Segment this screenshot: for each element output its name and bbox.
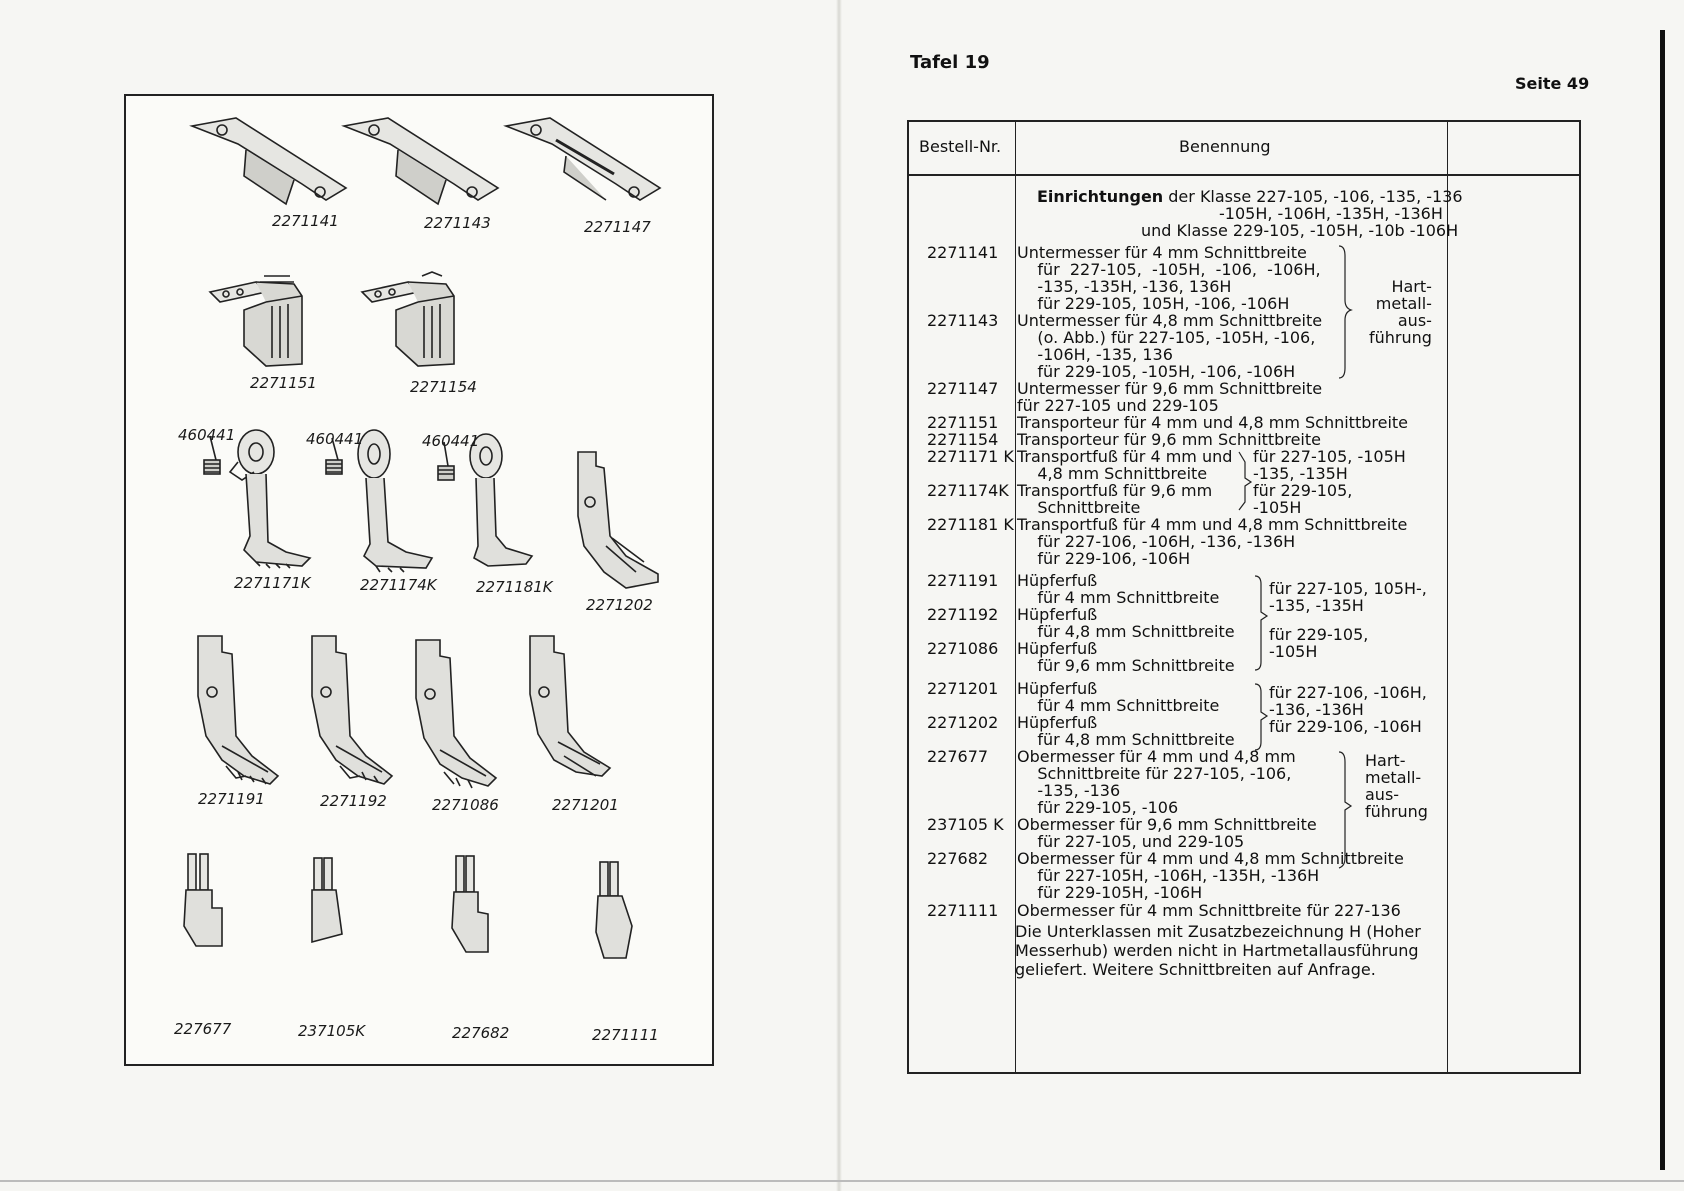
row-nr: 2271141 xyxy=(927,243,999,262)
part-label-460441-b: 460441 xyxy=(306,430,364,448)
intro-line-3: und Klasse 229-105, -105H, -10b -106H xyxy=(1141,221,1459,240)
part-label-2271147: 2271147 xyxy=(584,218,651,236)
presser-foot-2271174K-drawing xyxy=(358,430,432,572)
row-text: Transportfuß für 4 mm und 4,8 mm Schnittbreite für 227-106, -106H, -136, -136H für 229-106, -106H xyxy=(1017,515,1408,568)
presser-foot-2271086-drawing xyxy=(416,640,496,788)
part-label-227682: 227682 xyxy=(452,1024,510,1042)
presser-foot-2271181K-drawing xyxy=(470,434,532,566)
note-transport-a: für 227-105, -105H -135, -135H xyxy=(1253,447,1406,483)
scan-edge xyxy=(0,1180,1684,1182)
table-footnote: Die Unterklassen mit Zusatzbezeichnung H (Hoher Messerhub) werden nicht in Hartmetallausführung geliefert. Weitere Schnittbreiten auf Anfrage. xyxy=(1015,922,1421,979)
part-label-237105K: 237105K xyxy=(298,1022,366,1040)
intro-bold: Einrichtungen xyxy=(1037,187,1164,206)
blade-2271147-drawing xyxy=(506,118,660,200)
row-nr: 2271192 xyxy=(927,605,999,624)
row-nr: 2271111 xyxy=(927,901,999,920)
presser-foot-2271171K-drawing xyxy=(230,430,310,568)
row-nr: 227682 xyxy=(927,849,989,868)
row-nr: 2271154 xyxy=(927,430,999,449)
header-designation: Benennung xyxy=(1179,137,1271,156)
part-label-2271141: 2271141 xyxy=(272,212,339,230)
part-label-460441-a: 460441 xyxy=(178,426,236,444)
row-text: Hüpferfuß für 4,8 mm Schnittbreite xyxy=(1017,605,1235,641)
part-label-2271151: 2271151 xyxy=(250,374,317,392)
row-text: Obermesser für 4 mm Schnittbreite für 227-136 xyxy=(1017,901,1401,920)
row-nr: 2271181 K xyxy=(927,515,1014,534)
feed-dog-2271151-drawing xyxy=(210,276,302,366)
page-number: Seite 49 xyxy=(1515,74,1590,93)
note-hartmetall-2: Hart- metall- aus- führung xyxy=(1365,751,1428,821)
note-transport-b: für 229-105, -105H xyxy=(1253,481,1353,517)
row-text: Hüpferfuß für 4 mm Schnittbreite xyxy=(1017,679,1220,715)
part-label-2271192: 2271192 xyxy=(320,792,387,810)
row-text: Obermesser für 9,6 mm Schnittbreite für 227-105, und 229-105 xyxy=(1017,815,1317,851)
row-nr: 2271191 xyxy=(927,571,999,590)
brace-huepfer-1 xyxy=(1255,576,1267,670)
row-text: Untermesser für 9,6 mm Schnittbreite für 227-105 und 229-105 xyxy=(1017,379,1323,415)
part-label-2271143: 2271143 xyxy=(424,214,491,232)
part-label-460441-c: 460441 xyxy=(422,432,480,450)
part-label-2271086: 2271086 xyxy=(432,796,499,814)
presser-foot-2271201-drawing xyxy=(530,636,610,776)
row-text: Transporteur für 9,6 mm Schnittbreite xyxy=(1017,430,1321,449)
row-text: Untermesser für 4 mm Schnittbreite für 227-105, -105H, -106, -106H, -135, -135H, -136, 136H für 229-105, 105H, -106, -106H xyxy=(1017,243,1321,313)
brace-hartmetall-1 xyxy=(1339,246,1351,378)
row-nr: 2271201 xyxy=(927,679,999,698)
row-nr: 237105 K xyxy=(927,815,1004,834)
part-label-2271154: 2271154 xyxy=(410,378,477,396)
intro-text: der Klasse 227-105, -106, -135, -136 xyxy=(1163,187,1463,206)
part-label-2271171K: 2271171K xyxy=(234,574,311,592)
header-order-number: Bestell-Nr. xyxy=(919,137,1002,156)
row-text: Untermesser für 4,8 mm Schnittbreite (o. Abb.) für 227-105, -105H, -106, -106H, -135, 136 für 229-105, -105H, -106, -106H xyxy=(1017,311,1323,381)
presser-foot-2271192-drawing xyxy=(312,636,392,784)
note-hartmetall-1: Hart- metall- aus- führung xyxy=(1369,277,1432,347)
part-label-2271191: 2271191 xyxy=(198,790,265,808)
note-huepfer-d: für 229-106, -106H xyxy=(1269,717,1422,736)
row-text: Obermesser für 4 mm und 4,8 mm Schnittbreite für 227-105H, -106H, -135H, -136H für 229-105H, -106H xyxy=(1017,849,1404,902)
book-spine xyxy=(836,0,842,1191)
part-label-2271202: 2271202 xyxy=(586,596,653,614)
row-text: Hüpferfuß für 9,6 mm Schnittbreite xyxy=(1017,639,1235,675)
parts-table xyxy=(907,120,1581,1074)
note-huepfer-b: für 229-105, -105H xyxy=(1269,625,1369,661)
row-text: Hüpferfuß für 4,8 mm Schnittbreite xyxy=(1017,713,1235,749)
row-text: Transportfuß für 4 mm und 4,8 mm Schnittbreite xyxy=(1017,447,1233,483)
part-label-227677: 227677 xyxy=(174,1020,232,1038)
brace-huepfer-2 xyxy=(1255,684,1267,750)
upper-knife-227677-drawing xyxy=(184,854,222,946)
blade-2271141-drawing xyxy=(192,118,346,204)
row-text: Obermesser für 4 mm und 4,8 mm Schnittbreite für 227-105, -106, -135, -136 für 229-105, -106 xyxy=(1017,747,1296,817)
plate-title: Tafel 19 xyxy=(910,52,990,73)
part-label-2271174K: 2271174K xyxy=(360,576,437,594)
upper-knife-237105K-drawing xyxy=(312,858,342,942)
row-nr: 2271147 xyxy=(927,379,999,398)
row-nr: 2271171 K xyxy=(927,447,1014,466)
row-nr: 2271174K xyxy=(927,481,1009,500)
row-nr: 2271202 xyxy=(927,713,999,732)
brace-transport xyxy=(1239,452,1251,510)
upper-knife-227682-drawing xyxy=(452,856,488,952)
brace-hartmetall-2 xyxy=(1339,752,1351,868)
note-huepfer-c: für 227-106, -106H, -136, -136H xyxy=(1269,683,1427,719)
part-label-2271201: 2271201 xyxy=(552,796,619,814)
row-nr: 2271086 xyxy=(927,639,999,658)
row-text: Hüpferfuß für 4 mm Schnittbreite xyxy=(1017,571,1220,607)
presser-foot-2271202-drawing xyxy=(578,452,658,588)
blade-2271143-drawing xyxy=(344,118,498,204)
row-nr: 2271151 xyxy=(927,413,999,432)
upper-knife-2271111-drawing xyxy=(596,862,632,958)
intro-line-2: -105H, -106H, -135H, -136H xyxy=(1219,204,1443,223)
row-text: Transportfuß für 9,6 mm Schnittbreite xyxy=(1017,481,1213,517)
row-nr: 2271143 xyxy=(927,311,999,330)
row-text: Transporteur für 4 mm und 4,8 mm Schnittbreite xyxy=(1017,413,1409,432)
part-label-2271181K: 2271181K xyxy=(476,578,553,596)
feed-dog-2271154-drawing xyxy=(362,272,454,366)
presser-foot-2271191-drawing xyxy=(198,636,278,784)
page-edge xyxy=(1660,30,1665,1170)
part-label-2271111: 2271111 xyxy=(592,1026,659,1044)
row-nr: 227677 xyxy=(927,747,989,766)
note-huepfer-a: für 227-105, 105H-, -135, -135H xyxy=(1269,579,1427,615)
parts-illustration-plate xyxy=(124,94,714,1066)
